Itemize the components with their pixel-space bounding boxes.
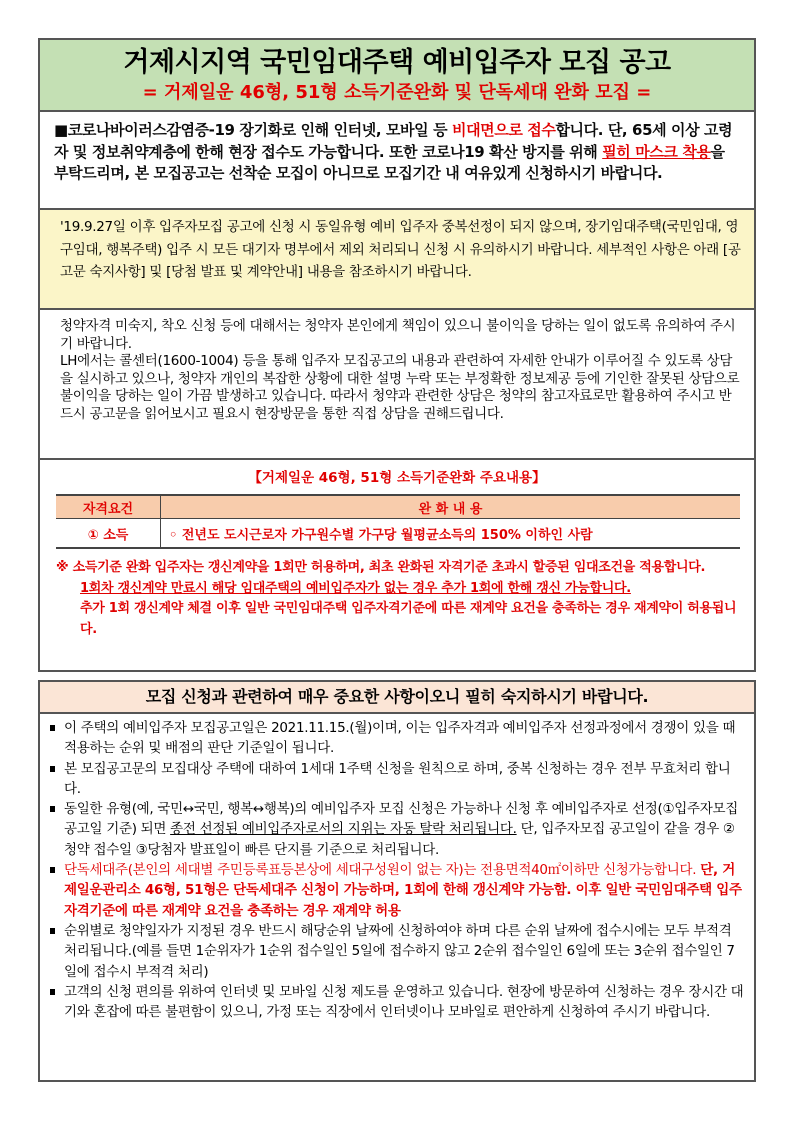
- bullet-icon: [50, 806, 55, 812]
- row-label-income: ① 소득: [56, 519, 161, 549]
- announcement-header: [38, 38, 756, 112]
- table-header-relief: 완 화 내 용: [161, 495, 741, 519]
- bullet-icon: [50, 725, 55, 731]
- important-notes-section: [38, 680, 756, 1082]
- page-title: 거제시지역 국민임대주택 예비입주자 모집 공고: [123, 47, 671, 78]
- notice-highlight-mask: 필히 마스크 착용: [602, 142, 711, 161]
- yellow-box-text: '19.9.27일 이후 입주자모집 공고에 신청 시 동일유형 예비 입주자 중복선정이 되지 않으며, 장기임대주택(국민임대, 영구임대, 행복주택) 입주 시 모든 대기자 명부에서 제외 처리되니 신청 시 유의하시기 바랍니다. 세부적인 사항은 아래 [공고문 숙지사항] 및 [당첨 발표 및 계약안내] 내용을 참조하시기 바랍니다.: [60, 219, 741, 280]
- notice-text-2: 합니다. 단, 65세 이상 고령자 및 정보취약계층에 한해 현장 접수도 가능합니다. 또한 코로나19 확산 방지를 위해: [54, 121, 733, 161]
- bullet-icon: [50, 989, 55, 995]
- list-item: 고객의 신청 편의를 위하여 인터넷 및 모바일 신청 제도를 운영하고 있습니다. 현장에 방문하여 신청하는 경우 장시간 대기와 혼잡에 따른 불편함이 있으니, 가정 또는 직장에서 인터넷이나 모바일로 편안하게 신청하여 주시기 바랍니다.: [50, 982, 744, 1023]
- table-header-row: [56, 495, 740, 519]
- list-item: 동일한 유형(예, 국민↔국민, 행복↔행복)의 예비입주자 모집 신청은 가능하나 신청 후 예비입주자로 선정(①입주자모집 공고일 기준) 되면 종전 선정된 예비입주자로서의 지위는 자동 탈락 처리됩니다. 단, 입주자모집 공고일이 같을 경우 ②청약 접수일 ③당첨자 발표일이 빠른 단지를 기준으로 처리됩니다.: [50, 799, 744, 860]
- info-paragraph-2: LH에서는 콜센터(1600-1004) 등을 통해 입주자 모집공고의 내용과 관련하여 자세한 안내가 이루어질 수 있도록 상담을 실시하고 있으나, 청약자 개인의 복잡한 상황에 대한 설명 누락 또는 부정확한 정보제공 등에 기인한 잘못된 상담으로 불이익을 당하는 일이 가끔 발생하고 있습니다. 따라서 청약과 관련한 상담은 청약의 참고자료로만 활용하여 주시고 반드시 공고문을 읽어보시고 필요시 현장방문을 통한 직접 상담을 권해드립니다.: [60, 353, 740, 422]
- relief-title: 【거제일운 46형, 51형 소득기준완화 주요내용】: [248, 470, 546, 486]
- list-item: 이 주택의 예비입주자 모집공고일은 2021.11.15.(월)이며, 이는 입주자격과 예비입주자 선정과정에서 경쟁이 있을 때 적용하는 순위 및 배점의 판단 기준일이 됩니다.: [50, 718, 744, 759]
- list-item: 본 모집공고문의 모집대상 주택에 대하여 1세대 1주택 신청을 원칙으로 하며, 중복 신청하는 경우 전부 무효처리 합니다.: [50, 759, 744, 800]
- table-row: [56, 519, 740, 549]
- notice-text-3: 을 부탁드리며, 본 모집공고는 선착순 모집이 아니므로 모집기간 내 여유있게 신청하시기 바랍니다.: [54, 142, 725, 182]
- relief-table: [56, 494, 740, 549]
- relief-notes: [56, 558, 746, 640]
- bullet-icon: [50, 766, 55, 772]
- relief-note-2: 1회차 갱신계약 만료시 해당 임대주택의 예비입주자가 없는 경우 추가 1회에 한해 갱신 가능합니다.: [80, 580, 631, 596]
- relief-note-1: ※ 소득기준 완화 입주자는 갱신계약을 1회만 허용하며, 최초 완화된 자격기준 초과시 할증된 임대조건을 적용합니다.: [56, 560, 706, 575]
- consultation-info: [38, 310, 756, 460]
- duplicate-selection-notice: [38, 210, 756, 310]
- page-subtitle: = 거제일운 46형, 51형 소득기준완화 및 단독세대 완화 모집 =: [142, 82, 652, 103]
- list-item: 단독세대주(본인의 세대별 주민등록표등본상에 세대구성원이 없는 자)는 전용면적40㎡이하만 신청가능합니다. 단, 거제일운관리소 46형, 51형은 단독세대주 신청이 가능하며, 1회에 한해 갱신계약 가능함. 이후 일반 국민임대주택 입주자격기준에 따른 재계약 요건을 충족하는 경우 재계약 허용: [50, 860, 744, 921]
- notice-text-1: ■코로나바이러스감염증-19 장기화로 인해 인터넷, 모바일 등: [54, 121, 452, 139]
- info-paragraph-1: 청약자격 미숙지, 착오 신청 등에 대해서는 청약자 본인에게 책임이 있으니 불이익을 당하는 일이 없도록 유의하여 주시기 바랍니다.: [60, 318, 736, 352]
- table-header-requirement: 자격요건: [56, 495, 161, 519]
- relief-note-3: 추가 1회 갱신계약 체결 이후 일반 국민임대주택 입주자격기준에 따른 재계약 요건을 충족하는 경우 재계약이 허용됩니다.: [80, 601, 737, 637]
- list-item: 순위별로 청약일자가 지정된 경우 반드시 해당순위 날짜에 신청하여야 하며 다른 순위 날짜에 접수시에는 모두 부적격 처리됩니다.(예를 들면 1순위자가 1순위 접수일인 5일에 접수하지 않고 2순위 접수일인 6일에 또는 3순위 접수일인 7일에 접수시 부적격 처리): [50, 921, 744, 982]
- notice-highlight-contactless: 비대면으로 접수: [451, 121, 556, 139]
- bullet-icon: [50, 867, 55, 873]
- important-title: 모집 신청과 관련하여 매우 중요한 사항이오니 필히 숙지하시기 바랍니다.: [40, 682, 754, 714]
- row-value-income: ◦ 전년도 도시근로자 가구원수별 가구당 월평균소득의 150% 이하인 사람: [161, 519, 741, 549]
- bullet-icon: [50, 928, 55, 934]
- covid-notice: [38, 112, 756, 210]
- income-relief-section: [38, 460, 756, 672]
- important-list: [40, 714, 754, 1022]
